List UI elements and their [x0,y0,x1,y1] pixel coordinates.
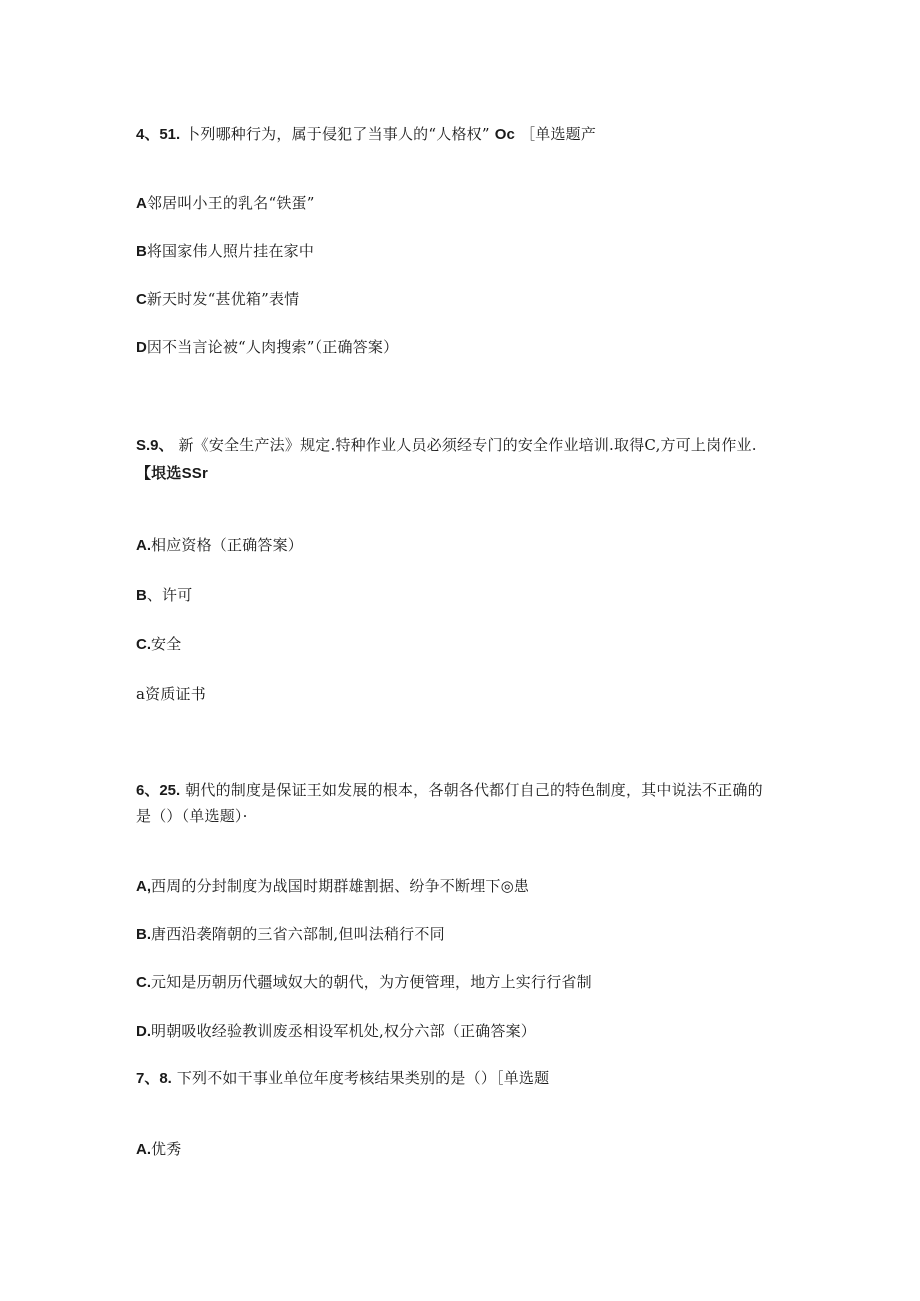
option-text: 、许可 [146,586,193,604]
option-letter: B. [136,926,151,943]
option-text: 西周的分封制度为战国时期群雄割据、纷争不断埋下◎患 [151,877,530,895]
option-letter: C. [136,636,151,653]
question-text: 卜列哪种行为，属于侵犯了当事人的“人格权” [185,125,490,143]
option-text: 新天时发“甚优箱”表情 [146,290,300,308]
option-d[interactable] [136,1021,536,1042]
option-c[interactable] [136,972,592,993]
option-text: 将国家伟人照片挂在家中 [146,242,315,260]
option-c[interactable] [136,634,181,655]
option-letter: C [136,291,147,308]
option-d[interactable] [136,337,398,358]
bracket: 【 [136,465,152,482]
option-letter: C. [136,974,151,991]
question-5-stem-line2 [136,463,208,484]
option-text: 因不当言论被“人肉搜索”（正确答案） [146,338,399,356]
option-letter: D. [136,1023,151,1040]
question-number: 4、51. [136,126,181,143]
option-a[interactable] [136,193,315,214]
question-4-stem [136,124,596,145]
question-text: 新《安全生产法》规定.特种作业人员必须经专门的安全作业培训.取得C,方可上岗作业. [178,436,757,454]
option-text: 资质证书 [145,685,206,703]
option-letter: a [136,685,146,703]
option-letter: A [136,195,147,212]
option-letter: B [136,243,147,260]
question-number: S.9、 [136,437,174,454]
question-type: 垠选SSr [151,465,209,482]
option-text: 元知是历朝历代疆域奴大的朝代，为方便管理，地方上实行行省制 [151,973,592,991]
option-letter: A. [136,537,151,554]
option-d[interactable] [136,684,206,704]
question-number: 6、25. [136,782,181,799]
question-text: 下列不如干事业单位年度考核结果类别的是（）［单选题 [176,1069,550,1087]
question-type: 是（）（单选题）· [136,807,248,825]
question-7-stem [136,1068,549,1089]
option-a[interactable] [136,1139,181,1160]
option-b[interactable] [136,924,445,945]
question-5-stem [136,435,757,456]
option-b[interactable] [136,585,192,606]
option-letter: A, [136,878,151,895]
question-6-stem-line2 [136,806,248,826]
option-text: 明朝吸收经验教训废丞相设军机处,权分六部（正确答案） [151,1022,536,1040]
option-a[interactable] [136,876,529,897]
question-text: 朝代的制度是保证王如发展的根本，各朝各代都仃自己的特色制度，其中说法不正确的 [185,781,763,799]
option-c[interactable] [136,289,299,310]
question-text-tail: Oc [494,126,516,143]
option-text: 邻居叫小王的乳名“铁蛋” [146,194,315,212]
question-number: 7、8. [136,1070,172,1087]
option-text: 优秀 [151,1140,182,1158]
option-a[interactable] [136,535,303,556]
question-type: ［单选题产 [520,125,597,143]
question-6-stem [136,780,763,801]
option-letter: D [136,339,147,356]
option-b[interactable] [136,241,314,262]
option-text: 相应资格（正确答案） [151,536,304,554]
option-text: 唐西沿袭隋朝的三省六部制,但叫法稍行不同 [151,925,445,943]
option-letter: A. [136,1141,151,1158]
option-text: 安全 [151,635,182,653]
option-letter: B [136,587,147,604]
